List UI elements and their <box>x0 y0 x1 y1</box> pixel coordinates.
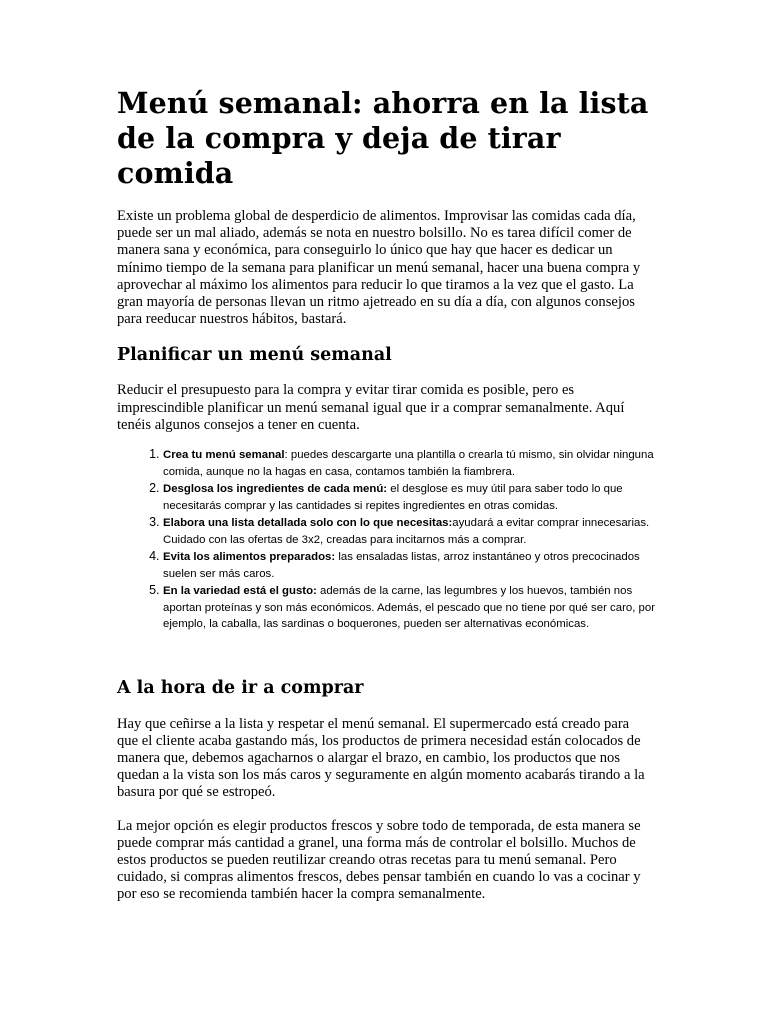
plan-paragraph: Reducir el presupuesto para la compra y evitar tirar comida es posible, pero es imprescindible planificar un menú semanal igual que ir a comprar semanalmente. Aquí tenéis algunos consejos a tener en cuenta. <box>117 382 625 433</box>
tip-title: Crea tu menú semanal <box>163 449 285 462</box>
tip-text: las ensaladas listas, arroz instantáneo y otros precocinados suelen ser más caros. <box>163 551 640 580</box>
section-heading-buy: A la hora de ir a comprar <box>117 677 364 698</box>
tip-text: además de la carne, las legumbres y los huevos, también nos aportan proteínas y son más económicos. Además, el pescado que no tiene por qué ser caro, por ejemplo, la caballa, las sardinas o boquerones, pueden ser alternativas económicas. <box>163 585 655 631</box>
list-item <box>163 548 663 582</box>
tips-list <box>117 446 663 633</box>
list-item <box>163 480 663 514</box>
tip-title: En la variedad está el gusto: <box>163 585 317 598</box>
page-title: Menú semanal: ahorra en la lista de la compra y deja de tirar comida <box>117 86 649 190</box>
section-heading-plan: Planificar un menú semanal <box>117 345 392 366</box>
buy-paragraph-2: La mejor opción es elegir productos frescos y sobre todo de temporada, de esta manera se puede comprar más cantidad a granel, una forma más de controlar el bolsillo. Muchos de estos productos se pueden reutilizar creando otras recetas para tu menú semanal. Pero cuidado, si compras alimentos frescos, debes pensar también en cuando lo vas a cocinar y por eso se recomienda también hacer la compra semanalmente. <box>117 817 641 903</box>
list-item <box>163 514 663 548</box>
list-item <box>163 446 663 480</box>
tip-text: : puedes descargarte una plantilla o crearla tú mismo, sin olvidar ninguna comida, aunque no la hagas en casa, contamos también la fiambrera. <box>163 449 654 478</box>
buy-paragraph-1: Hay que ceñirse a la lista y respetar el menú semanal. El supermercado está creado para que el cliente acaba gastando más, los productos de primera necesidad están colocados de manera que, debemos agacharnos o alargar el brazo, en cambio, los productos que nos quedan a la vista son los más caros y seguramente en algún momento acabarás tirando a la basura por qué se estropeó. <box>117 715 645 801</box>
document-page <box>117 86 655 904</box>
tip-title: Evita los alimentos preparados: <box>163 551 336 564</box>
intro-paragraph: Existe un problema global de desperdicio de alimentos. Improvisar las comidas cada día, puede ser un mal aliado, además se nota en nuestro bolsillo. No es tarea difícil comer de manera sana y económica, para conseguirlo lo único que hay que hacer es dedicar un mínimo tiempo de la semana para planificar un menú semanal, hacer una buena compra y aprovechar al máximo los alimentos para reducir lo que tiramos a la vez que el gasto. La gran mayoría de personas llevan un ritmo ajetreado en su día a día, con algunos consejos para reeducar nuestros hábitos, bastará. <box>117 208 641 328</box>
tip-title: Elabora una lista detallada solo con lo que necesitas: <box>163 517 453 530</box>
tip-text: ayudará a evitar comprar innecesarias. Cuidado con las ofertas de 3x2, creadas para incitarnos más a comprar. <box>163 517 650 546</box>
tip-title: Desglosa los ingredientes de cada menú: <box>163 483 388 496</box>
list-item <box>163 582 663 633</box>
tip-text: el desglose es muy útil para saber todo lo que necesitarás comprar y las cantidades si repites ingredientes en otras comidas. <box>163 483 623 512</box>
